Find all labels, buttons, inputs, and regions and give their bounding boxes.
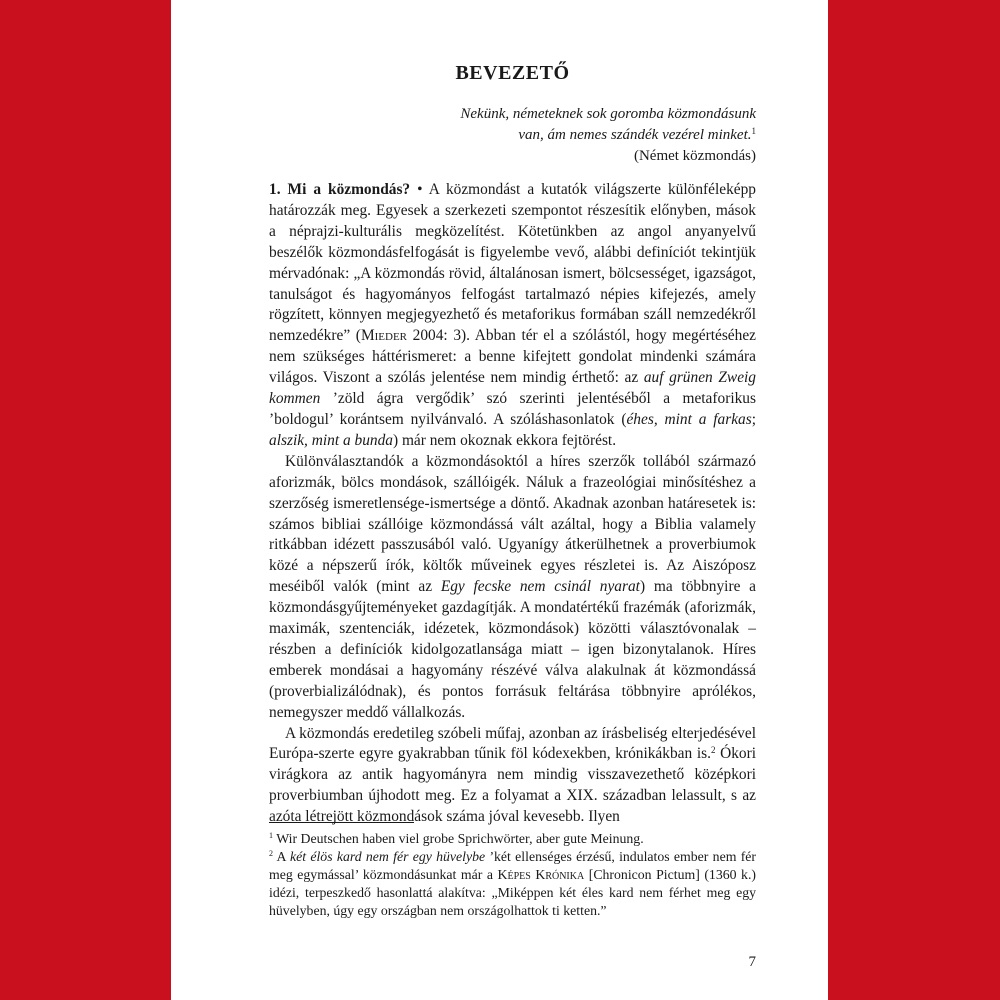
paragraph-2-text-b: ) ma többnyire a közmondásgyűjteményeket gazdagítják. A mondatértékű frazémák (aforizmák, maximák, szentenciák, idézetek, közmondások) közötti választóvonalak – részben a definíciók kidolgozatlansága miatt – igen bizonytalanok. Híres emberek mondásai a hagyomány részévé válva alakulnak át közmondássá (proverbializálódnak), és pontos forrásuk feltárása többnyire aprólékos, nemegyszer meddő vállalkozás.: [269, 578, 756, 721]
footnote-divider: [269, 822, 414, 823]
paragraph-3: [269, 724, 756, 829]
footnote-2-proverb: két élös kard nem fér egy hüvelybe: [289, 849, 486, 864]
footnote-2-text-c: [Chronicon Pictum] (1360 k.) idézi, terpeszkedő hasonlattá alakítva: „Miképpen két éles kard nem férhet meg egy hüvelyben, úgy egy országban nem országolhattok ti ketten.”: [269, 867, 756, 918]
main-text: [269, 180, 756, 828]
simile-1: éhes, mint a farkas: [626, 410, 752, 428]
footnote-1-mark: 1: [269, 831, 273, 840]
paragraph-1-text-e: ) már nem okoznak ekkora fejtörést.: [392, 431, 617, 449]
epigraph-source: (Német közmondás): [633, 148, 756, 164]
paragraph-2: [269, 452, 756, 724]
footnote-2: [269, 848, 756, 920]
footnote-1: [269, 830, 756, 848]
footnotes: [269, 830, 756, 920]
paragraph-1-text-a: A közmondást a kutatók világszerte különféleképp határozzák meg. Egyesek a szerkezeti szempontot részesítik előnyben, mások a néprajzi-kulturális megközelítést. Kötetünkben az angol anyanyelvű beszélők közmondásfelfogását is figyelembe vevő, alábbi definíciót tekintjük mérvadónak: „A közmondás rövid, általánosan ismert, bölcsességet, igazságot, tanulságot és hagyományos felfogást tartalmazó népies kifejezés, amely rögzített, könnyen megjegyezhető és metaforikus formában száll nemzedékről nemzedékre” (: [269, 181, 756, 345]
paragraph-1: [269, 180, 756, 452]
paragraph-1-text-d: ;: [751, 410, 756, 428]
footnote-2-text-a: A: [273, 849, 290, 864]
footnote-1-text: Wir Deutschen haben viel grobe Sprichwörter, aber gute Meinung.: [273, 831, 644, 846]
footnote-2-mark: 2: [269, 849, 273, 858]
book-page: [171, 0, 828, 1000]
paragraph-2-text-a: Különválasztandók a közmondásoktól a híres szerzők tollából származó aforizmák, bölcs mondások, szállóigék. Náluk a frazeológiai minősítéshez a szerzőség ismeretlensége-ismertsége a döntő. Akadnak azonban határesetek is: számos bibliai szállóige közmondássá vált azáltal, hogy a Biblia valamely ritkábban idézett passzusából való. Ugyanígy átkerülhetnek a proverbiumok közé a népszerű írók, költők műveinek egyes részletei is. Az Aiszóposz meséiből valók (mint az: [269, 452, 756, 596]
paragraph-3-text-a: A közmondás eredetileg szóbeli műfaj, azonban az írásbeliség elterjedésével Európa-szerte egyre gyakrabban tűnik föl kódexekben, krónikákban is.: [269, 724, 756, 763]
paragraph-1-text-c: ’zöld ágra vergődik’ szó szerinti jelentéséből a metaforikus ’boldogul’ korántsem nyilvánvaló. A szóláshasonlatok (: [269, 390, 756, 428]
epigraph: [269, 104, 756, 167]
aesop-proverb: Egy fecske nem csinál nyarat: [440, 578, 640, 596]
epigraph-line-2: van, ám nemes szándék vezérel minket.: [518, 127, 752, 143]
footnote-ref-2[interactable]: 2: [710, 745, 716, 756]
footnote-2-source: Képes Krónika: [497, 867, 585, 882]
german-idiom: auf grünen Zweig kommen: [269, 369, 756, 408]
citation-author: Mieder: [360, 327, 408, 345]
page-number: 7: [748, 954, 756, 970]
footnote-2-text-b: ’két ellenséges érzésű, indulatos ember nem fér meg egymással’ közmondásunkat már a: [269, 849, 757, 882]
epigraph-line-1: Nekünk, németeknek sok goromba közmondásunk: [460, 106, 756, 122]
footnote-ref-1[interactable]: 1: [751, 126, 756, 136]
section-heading: 1. Mi a közmondás?: [269, 181, 411, 198]
bullet: •: [417, 181, 423, 198]
page-title: BEVEZETŐ: [455, 62, 570, 84]
paragraph-1-text-b: 2004: 3). Abban tér el a szólástól, hogy megértéséhez nem szükséges háttérismeret: a benne kifejtett gondolat mindenki számára világos. Viszont a szólás jelentése nem mindig érthető: az: [269, 327, 756, 387]
paragraph-3-text-b: Ókori virágkora az antik hagyományra nem mindig visszavezethető középkori proverbiumban újhodott meg. Ez a folyamat a XIX. században lelassult, s az azóta létrejött közmondások száma jóval kevesebb. Ilyen: [269, 745, 756, 826]
epigraph-line-2-wrap: [269, 125, 756, 146]
simile-2: alszik, mint a bunda: [269, 431, 393, 449]
